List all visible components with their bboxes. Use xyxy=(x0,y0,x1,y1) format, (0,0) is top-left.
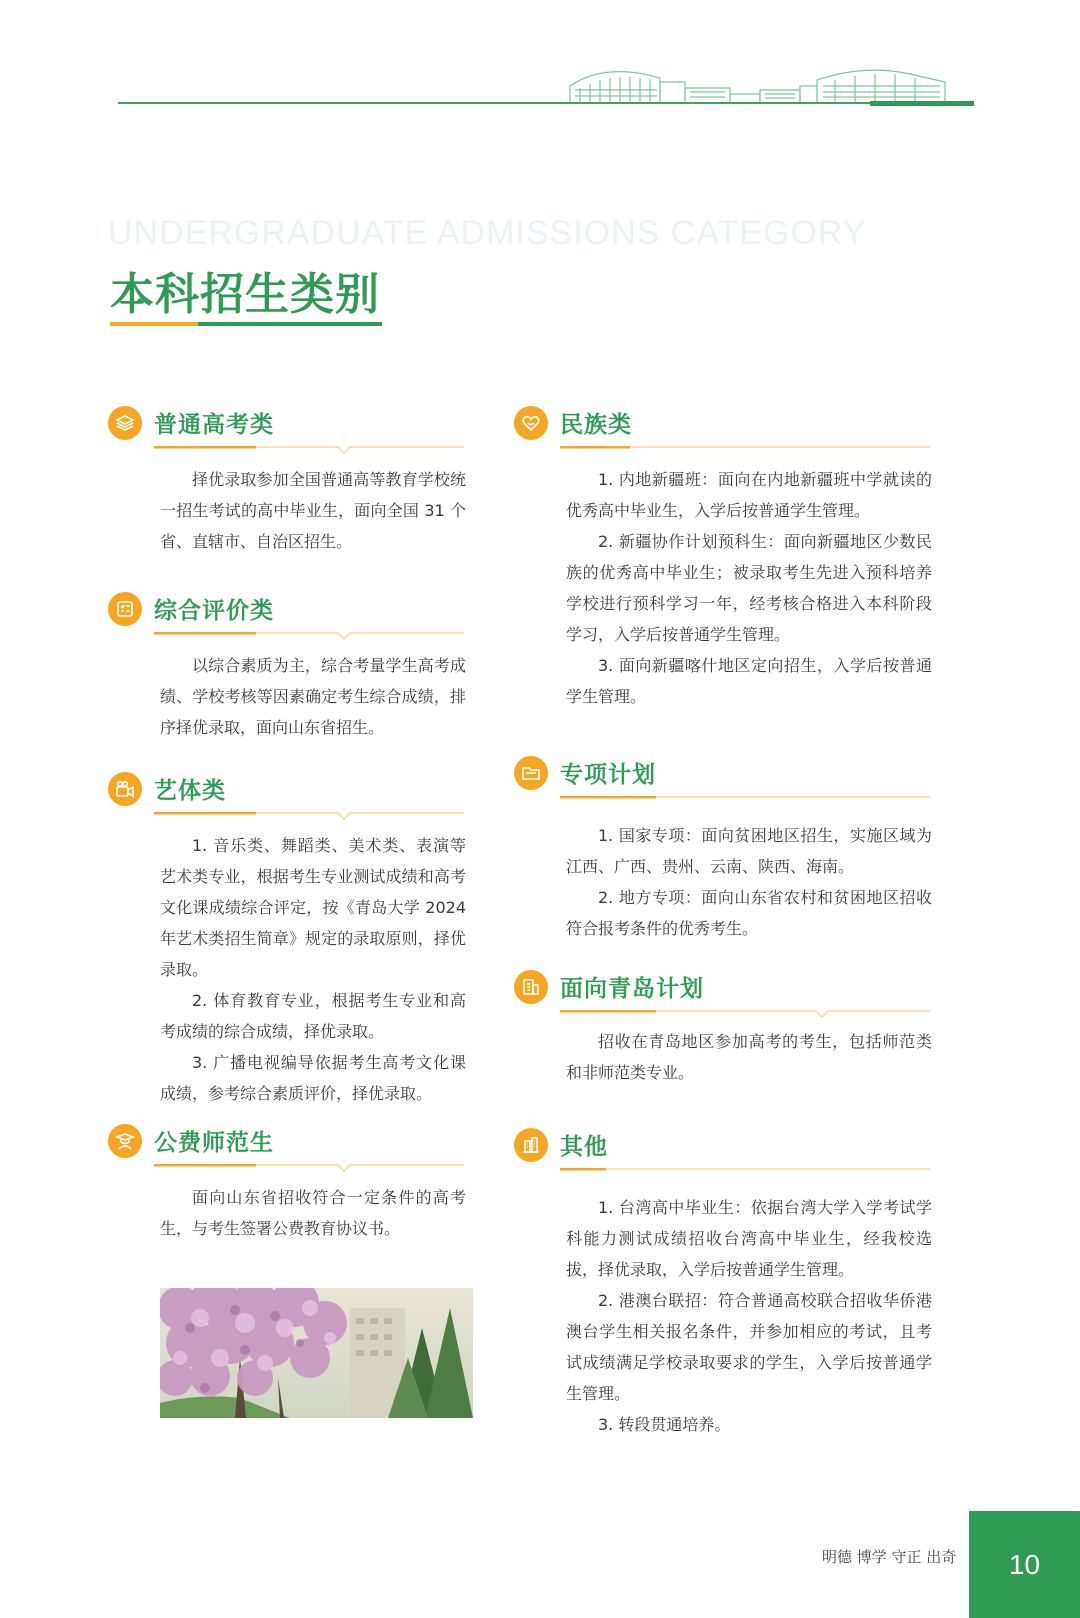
section-body: 1. 音乐类、舞蹈类、美术类、表演等艺术类专业，根据考生专业测试成绩和高考文化课成绩综合评定，按《青岛大学 2024 年艺术类招生简章》规定的录取原则，择优录取。 2. 体育教育专业，根据考生专业和高考成绩的综合成绩，择优录取。 3. 广播电视编导依据考生高考文化课成绩，参考综合素质评价，择优录取。 xyxy=(160,836,466,1103)
title-underline xyxy=(110,322,382,326)
page-number: 10 xyxy=(1008,1548,1041,1580)
building-icon xyxy=(514,970,548,1004)
section-title: 综合评价类 xyxy=(154,598,274,624)
section-rule xyxy=(560,1010,870,1020)
section-rule xyxy=(560,1168,870,1178)
section-body: 招收在青岛地区参加高考的考生，包括师范类和非师范类专业。 xyxy=(566,1032,932,1082)
section-rule xyxy=(560,446,870,456)
page-title: 本科招生类别 xyxy=(110,269,380,320)
section-body: 择优录取参加全国普通高等教育学校统一招生考试的高中毕业生，面向全国 31 个省、直辖市、自治区招生。 xyxy=(160,470,466,551)
section-body: 1. 国家专项：面向贫困地区招生，实施区域为江西、广西、贵州、云南、陕西、海南。 2. 地方专项：面向山东省农村和贫困地区招收符合报考条件的优秀考生。 xyxy=(566,826,932,938)
campus-blossom-photo xyxy=(160,1288,473,1418)
layers-icon xyxy=(108,406,142,440)
section-rule xyxy=(560,796,870,806)
header-accent-bar xyxy=(870,101,974,106)
section-title: 专项计划 xyxy=(560,762,656,788)
section-title: 其他 xyxy=(560,1134,608,1160)
section-other xyxy=(514,1126,932,1440)
section-watermark: UNDERGRADUATE ADMISSIONS CATEGORY xyxy=(108,214,867,252)
campus-buildings-illustration xyxy=(565,56,975,106)
teacher-icon xyxy=(108,1124,142,1158)
section-special-plan xyxy=(514,754,932,944)
section-arts-sports xyxy=(108,770,466,1109)
camera-icon xyxy=(108,772,142,806)
checklist-icon xyxy=(108,592,142,626)
section-body: 面向山东省招收符合一定条件的高考生，与考生签署公费教育协议书。 xyxy=(160,1188,466,1238)
footer-motto: 明德 博学 守正 出奇 xyxy=(822,1548,957,1566)
heart-icon xyxy=(514,406,548,440)
page-number-box xyxy=(969,1511,1080,1618)
section-rule xyxy=(154,446,464,456)
section-title: 普通高考类 xyxy=(154,412,274,438)
folder-icon xyxy=(514,756,548,790)
section-title: 面向青岛计划 xyxy=(560,976,704,1002)
section-general-exam xyxy=(108,404,466,557)
section-body: 以综合素质为主，综合考量学生高考成绩、学校考核等因素确定考生综合成绩，排序择优录取，面向山东省招生。 xyxy=(160,656,466,737)
section-title: 民族类 xyxy=(560,412,632,438)
section-body: 1. 内地新疆班：面向在内地新疆班中学就读的优秀高中毕业生，入学后按普通学生管理。 2. 新疆协作计划预科生：面向新疆地区少数民族的优秀高中毕业生；被录取考生先进入预科培养学校进行预科学习一年，经考核合格进入本科阶段学习，入学后按普通学生管理。 3. 面向新疆喀什地区定向招生，入学后按普通学生管理。 xyxy=(566,470,932,706)
section-qingdao-plan xyxy=(514,968,932,1088)
section-title: 公费师范生 xyxy=(154,1130,274,1156)
section-rule xyxy=(154,632,464,642)
section-title: 艺体类 xyxy=(154,778,226,804)
section-comprehensive xyxy=(108,590,466,743)
section-funded-teacher xyxy=(108,1122,466,1244)
section-rule xyxy=(154,812,464,822)
section-ethnic xyxy=(514,404,932,712)
section-rule xyxy=(154,1164,464,1174)
city-icon xyxy=(514,1128,548,1162)
section-body: 1. 台湾高中毕业生：依据台湾大学入学考试学科能力测试成绩招收台湾高中毕业生，经我校选拔，择优录取，入学后按普通学生管理。 2. 港澳台联招：符合普通高校联合招收华侨港澳台学生相关报名条件，并参加相应的考试，且考试成绩满足学校录取要求的学生，入学后按普通学生管理。 3. 转段贯通培养。 xyxy=(566,1198,932,1434)
